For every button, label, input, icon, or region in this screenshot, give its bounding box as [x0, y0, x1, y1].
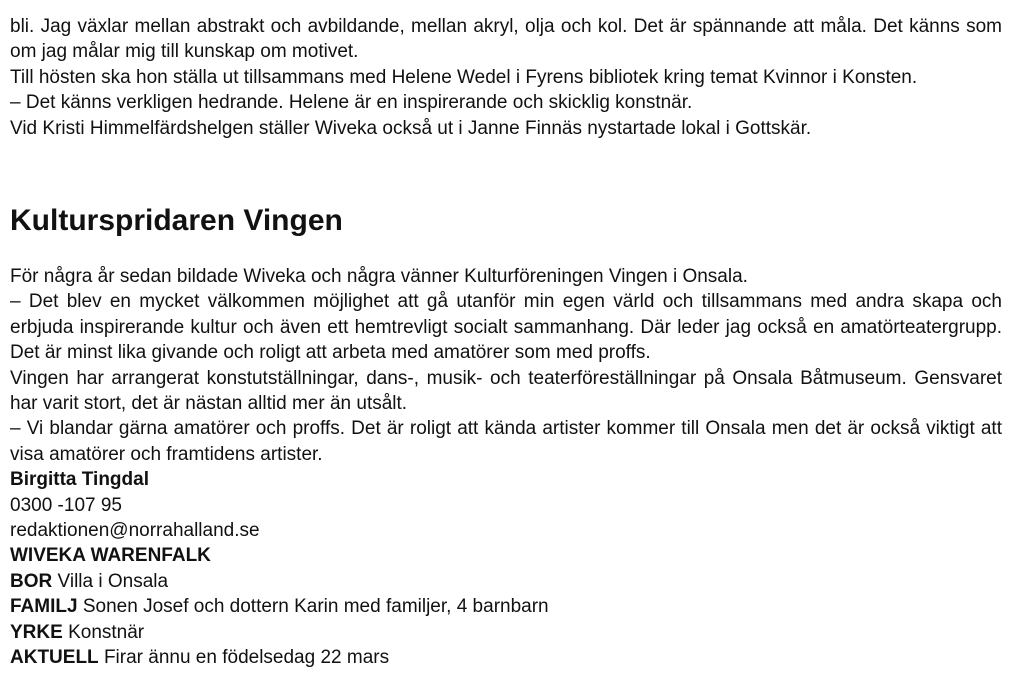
paragraph: För några år sedan bildade Wiveka och några vänner Kulturföreningen Vingen i Onsala.: [10, 266, 748, 287]
fact-value: Villa i Onsala: [57, 570, 169, 592]
fact-value: Konstnär: [68, 621, 145, 643]
quote-paragraph: – Vi blandar gärna amatörer och proffs. Det är roligt att kända artister kommer till Onsala men det är också viktigt att visa amatörer och framtidens artister.: [10, 418, 1002, 465]
author-phone: 0300 -107 95: [10, 494, 122, 516]
fact-label: YRKE: [10, 621, 63, 643]
fact-familj: [10, 594, 1002, 619]
fact-bor: [10, 569, 1002, 594]
quote-paragraph: – Det blev en mycket välkommen möjlighet att gå utanför min egen värld och tillsammans med andra skapa och erbjuda inspirerande kultur och även ett hemtrevligt socialt sammanhang. Där leder jag också en amatörteatergrupp. Det är minst lika givande och roligt att arbeta med amatörer som med proffs.: [10, 291, 1002, 364]
paragraph: Vingen har arrangerat konstutställningar, dans-, musik- och teaterföreställningar på Onsala Båtmuseum. Gensvaret har varit stort, det är nästan alltid mer än utsålt.: [10, 367, 1002, 415]
author-email: redaktionen@norrahalland.se: [10, 520, 260, 542]
author-name: Birgitta Tingdal: [10, 469, 149, 491]
fact-aktuell: [10, 645, 1002, 670]
fact-label: BOR: [10, 570, 53, 592]
intro-text: [10, 14, 1002, 141]
fact-label: AKTUELL: [10, 647, 99, 669]
paragraph: Vid Kristi Himmelfärdshelgen ställer Wiveka också ut i Janne Finnäs nystartade lokal i Gottskär.: [10, 117, 812, 139]
fact-value: Firar ännu en födelsedag 22 mars: [103, 647, 390, 669]
paragraph: bli. Jag växlar mellan abstrakt och avbildande, mellan akryl, olja och kol. Det är spännande att måla. Det känns som om jag målar mig till kunskap om motivet.: [10, 16, 1002, 63]
paragraph: Till hösten ska hon ställa ut tillsammans med Helene Wedel i Fyrens bibliotek kring temat Kvinnor i Konsten.: [10, 66, 918, 88]
section-heading: Kulturspridaren Vingen: [10, 204, 343, 237]
article: [10, 14, 1002, 669]
factbox-title: WIVEKA WARENFALK: [10, 545, 211, 567]
fact-label: FAMILJ: [10, 596, 78, 618]
quote-paragraph: – Det känns verkligen hedrande. Helene är en inspirerande och skicklig konstnär.: [10, 92, 693, 114]
fact-value: Sonen Josef och dottern Karin med familjer, 4 barnbarn: [82, 596, 549, 618]
fact-yrke: [10, 620, 1002, 645]
section-body: [10, 264, 1002, 671]
